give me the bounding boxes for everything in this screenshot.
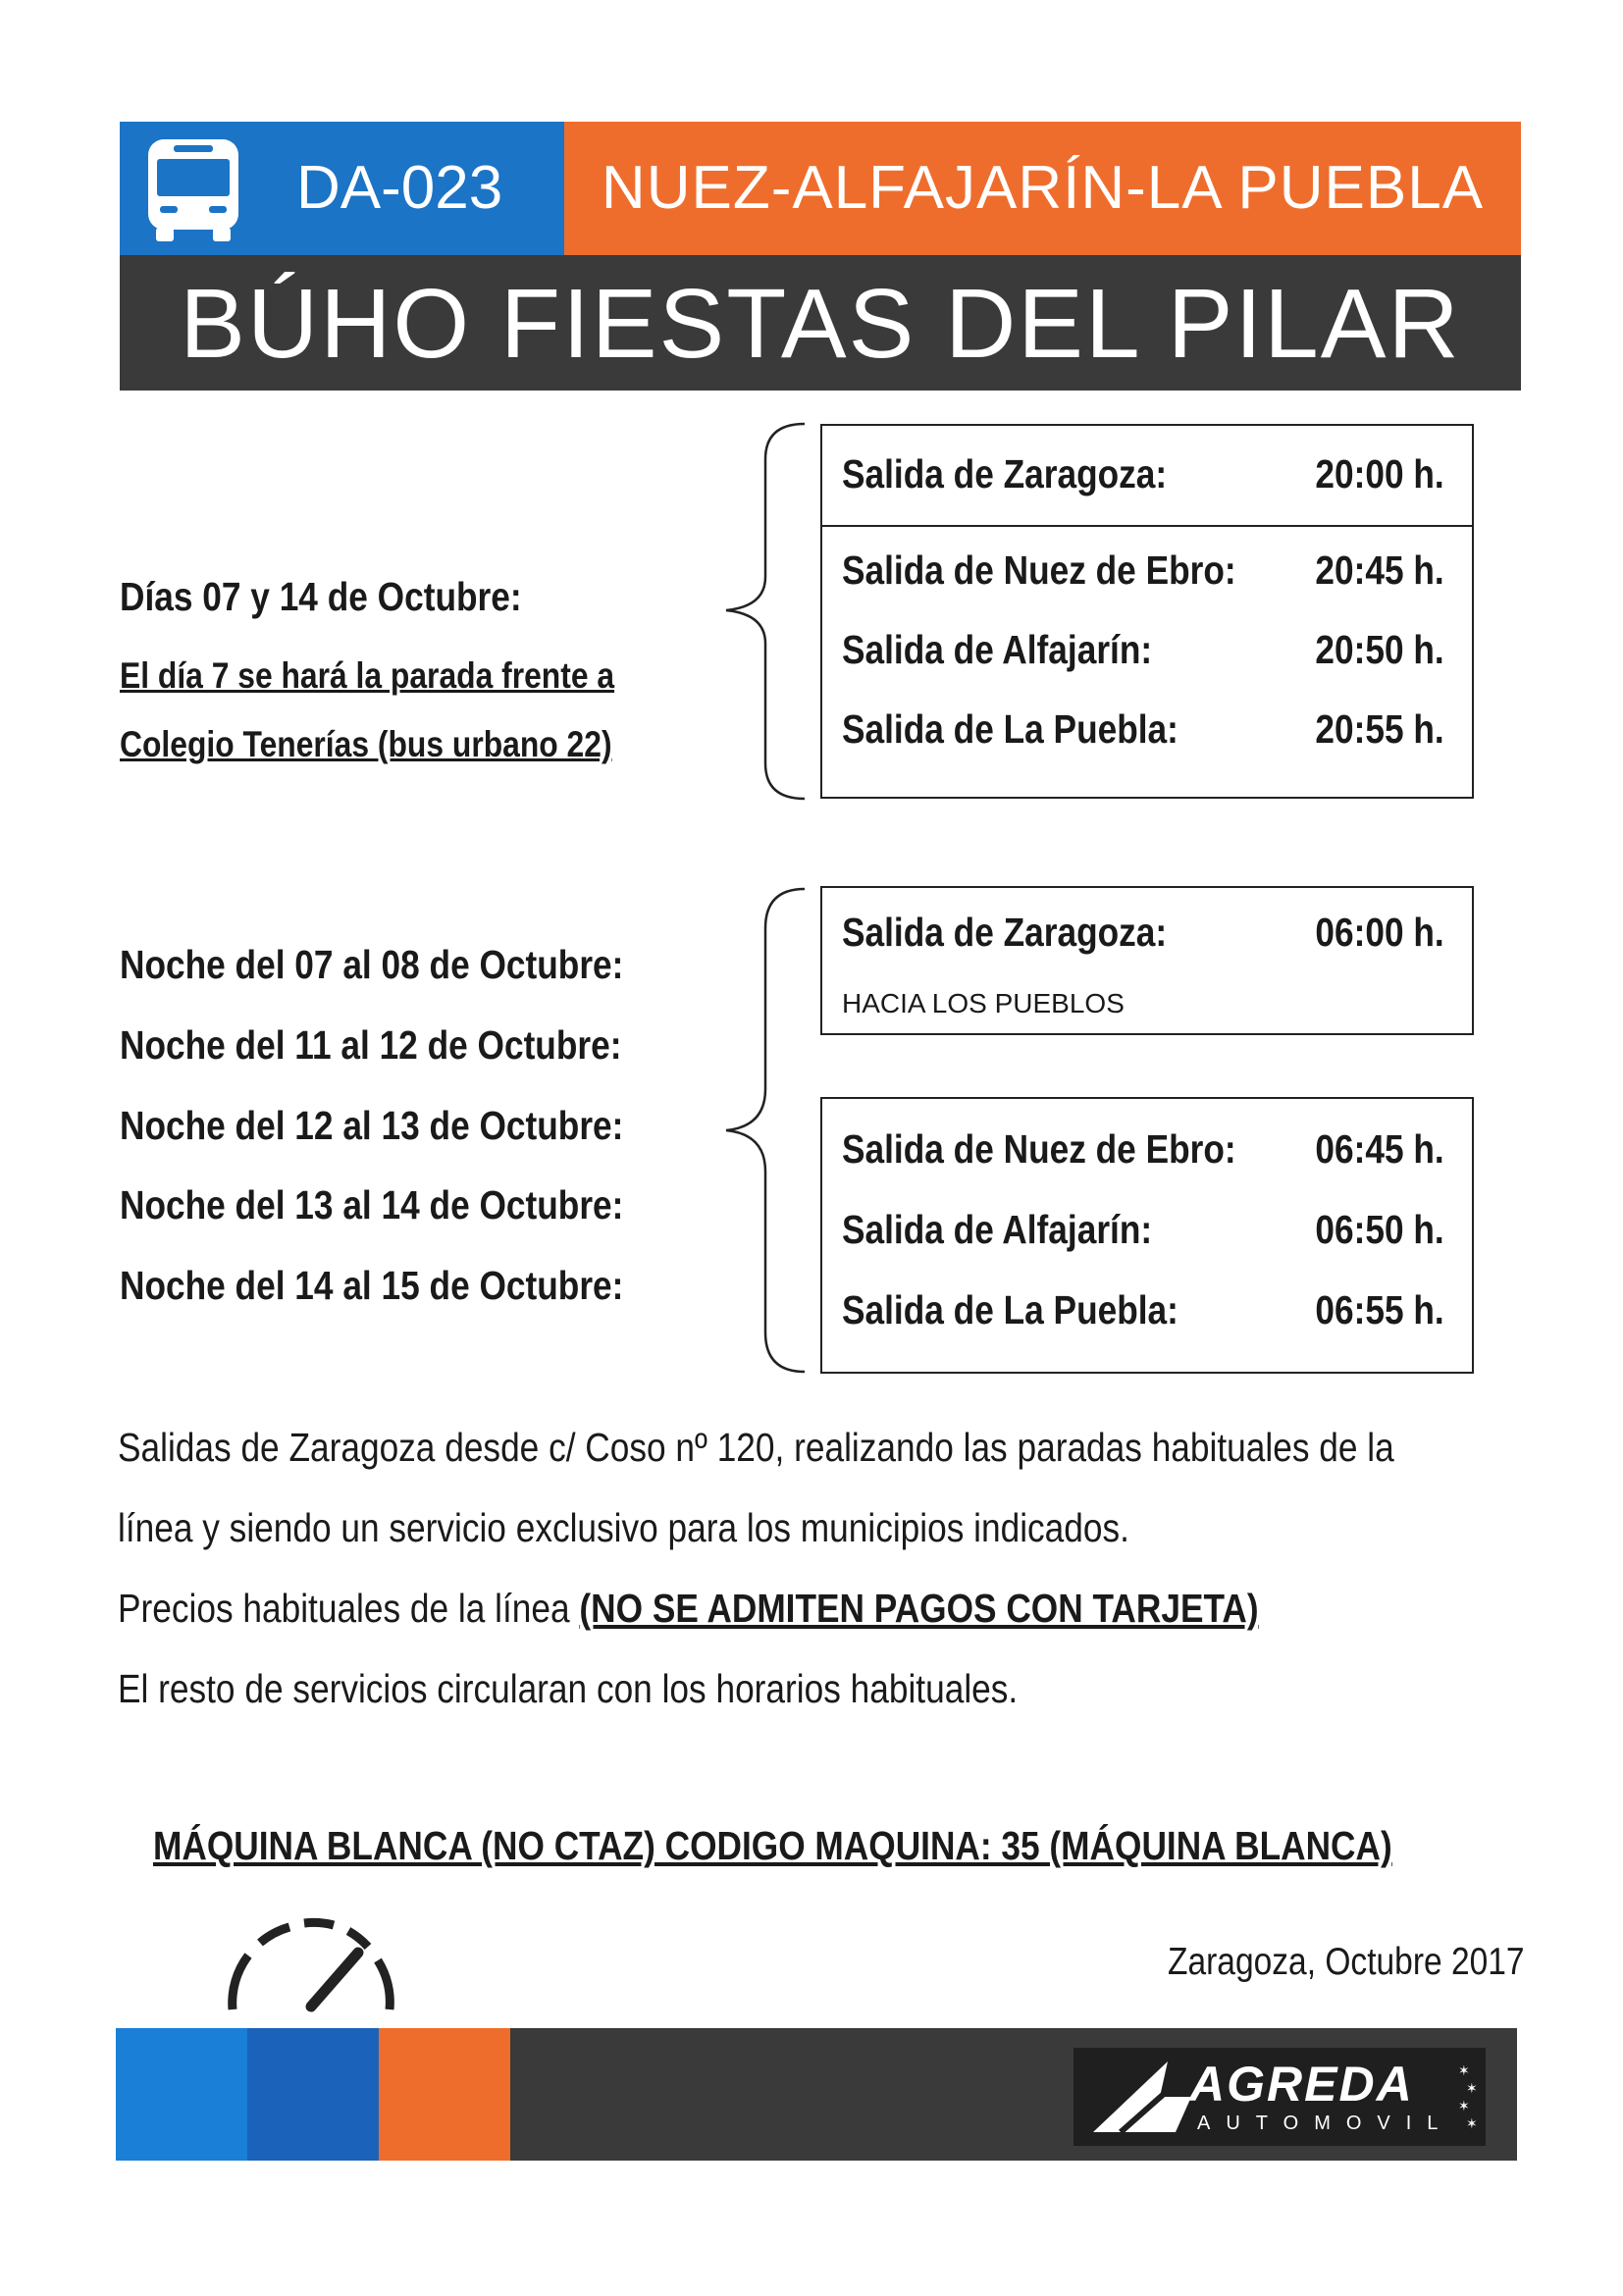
time-label: 06:50 h. <box>1315 1207 1444 1252</box>
place-label: Salida de Alfajarín: <box>842 1207 1153 1252</box>
bus-icon <box>144 135 242 243</box>
night-label: Noche del 11 al 12 de Octubre: <box>120 1022 622 1068</box>
svg-text:✶: ✶ <box>1466 2081 1478 2097</box>
route-code: DA-023 <box>296 154 503 222</box>
time-label: 06:45 h. <box>1315 1126 1444 1172</box>
header-banner <box>120 122 1521 391</box>
svg-text:✶: ✶ <box>1458 2063 1470 2079</box>
time-label: 20:50 h. <box>1315 627 1444 672</box>
speedometer-icon <box>221 1911 402 2014</box>
section2-outbound-box <box>820 886 1474 1035</box>
place-label: Salida de Nuez de Ebro: <box>842 548 1236 593</box>
time-label: 20:00 h. <box>1315 451 1444 496</box>
night-label: Noche del 12 al 13 de Octubre: <box>120 1103 624 1148</box>
company-logo <box>1073 2048 1486 2146</box>
info-line3-prefix: Precios habituales de la línea <box>118 1586 580 1631</box>
night-label: Noche del 13 al 14 de Octubre: <box>120 1182 624 1227</box>
logo-name: AGREDA <box>1189 2057 1414 2112</box>
date-place: Zaragoza, Octubre 2017 <box>1168 1941 1525 1983</box>
info-line2: línea y siendo un servicio exclusivo para los municipios indicados. <box>118 1505 1129 1550</box>
place-label: Salida de Zaragoza: <box>842 451 1168 496</box>
time-label: 20:45 h. <box>1315 548 1444 593</box>
section1-timetable-box <box>820 424 1474 799</box>
section2-brace <box>716 885 814 1376</box>
time-label: 06:00 h. <box>1315 910 1444 955</box>
box-divider <box>822 525 1472 527</box>
time-label: 06:55 h. <box>1315 1287 1444 1332</box>
section1-note-line1: El día 7 se hará la parada frente a <box>120 655 615 696</box>
footer-color-block <box>247 2028 379 2161</box>
place-label: Salida de La Puebla: <box>842 1287 1178 1332</box>
footer-color-block <box>116 2028 247 2161</box>
machine-note: MÁQUINA BLANCA (NO CTAZ) CODIGO MAQUINA: 35 (MÁQUINA BLANCA) <box>153 1823 1392 1868</box>
section2-return-box <box>820 1097 1474 1374</box>
footer-banner <box>116 2028 1517 2161</box>
place-label: Salida de La Puebla: <box>842 706 1178 752</box>
info-line1: Salidas de Zaragoza desde c/ Coso nº 120, realizando las paradas habituales de la <box>118 1425 1394 1470</box>
place-label: Salida de Alfajarín: <box>842 627 1153 672</box>
direction-note: HACIA LOS PUEBLOS <box>842 988 1125 1018</box>
card-warning: (NO SE ADMITEN PAGOS CON TARJETA) <box>579 1586 1259 1631</box>
place-label: Salida de Nuez de Ebro: <box>842 1126 1236 1172</box>
section1-brace <box>716 420 814 803</box>
place-label: Salida de Zaragoza: <box>842 910 1168 955</box>
night-label: Noche del 07 al 08 de Octubre: <box>120 942 624 987</box>
info-line4: El resto de servicios circularan con los horarios habituales. <box>118 1666 1019 1711</box>
night-label: Noche del 14 al 15 de Octubre: <box>120 1263 624 1308</box>
section1-days: Días 07 y 14 de Octubre: <box>120 574 522 619</box>
route-name: NUEZ-ALFAJARÍN-LA PUEBLA <box>601 154 1485 222</box>
footer-color-block <box>379 2028 510 2161</box>
time-label: 20:55 h. <box>1315 706 1444 752</box>
logo-subtitle: AUTOMOVIL <box>1197 2113 1454 2134</box>
page-title: BÚHO FIESTAS DEL PILAR <box>180 269 1461 379</box>
info-line3 <box>118 1586 1259 1632</box>
stars-icon <box>1454 2061 1482 2140</box>
svg-text:✶: ✶ <box>1466 2116 1478 2132</box>
section1-note-line2: Colegio Tenerías (bus urbano 22) <box>120 724 612 764</box>
svg-text:✶: ✶ <box>1458 2099 1470 2114</box>
